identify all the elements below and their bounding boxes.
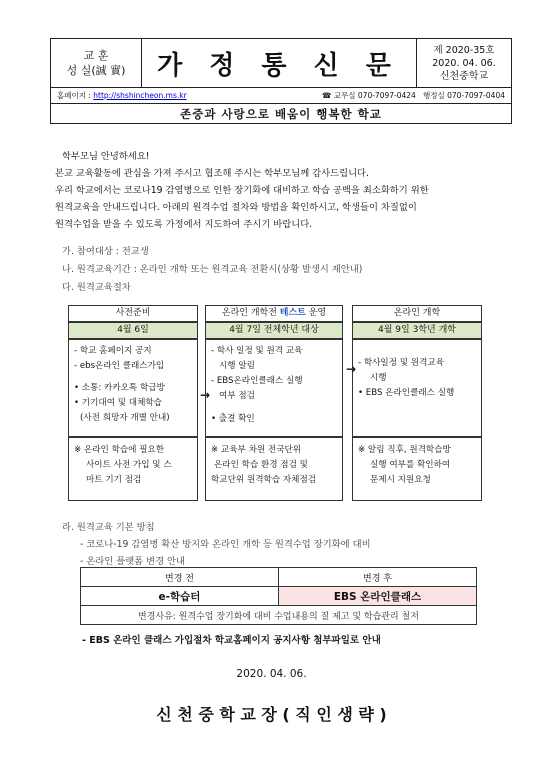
col3-body: - 학사일정 및 원격교육 시행 • EBS 온라인클래스 실행 bbox=[352, 339, 482, 437]
col2-note: ※ 교육부 차원 전국단위 온라인 학습 환경 점검 및 학교단위 원격학습 자체점검 bbox=[205, 437, 343, 501]
before-value: e-학습터 bbox=[81, 587, 279, 606]
issue-date: 2020. 04. 06. bbox=[432, 57, 496, 69]
before-header: 변경 전 bbox=[81, 568, 279, 587]
col1-line: - ebs온라인 클래스가입 bbox=[74, 361, 165, 371]
col3-date: 4월 9일 3학년 개학 bbox=[352, 322, 482, 339]
col3-title: 온라인 개학 bbox=[352, 305, 482, 322]
ebs-notice: - EBS 온라인 클래스 가입절차 학교홈페이지 공지사항 첨부파일로 안내 bbox=[82, 635, 381, 646]
col2-title: 온라인 개학전 테스트 운영 bbox=[205, 305, 343, 322]
col1-body bbox=[68, 339, 198, 437]
greeting: 학부모님 안녕하세요! bbox=[62, 151, 150, 162]
policy-line: - 온라인 플랫폼 변경 안내 bbox=[80, 556, 185, 567]
col1-note: ※ 온라인 학습에 필요한 사이트 사전 가입 및 스 마트 기기 점검 bbox=[68, 437, 198, 501]
principal-signature: 신 천 중 학 교 장 ( 직 인 생 략 ) bbox=[156, 705, 387, 724]
col1-title: 사전준비 bbox=[68, 305, 198, 322]
table-row bbox=[81, 606, 477, 625]
paragraph-line: 본교 교육활동에 관심을 가져 주시고 협조해 주시는 학부모님께 감사드립니다. bbox=[55, 168, 369, 179]
motto-value: 성 실(誠 實) bbox=[66, 64, 126, 77]
change-reason: 변경사유: 원격수업 장기화에 대비 수업내용의 질 제고 및 학습관리 철저 bbox=[81, 606, 477, 625]
table-row bbox=[81, 568, 477, 587]
homepage-link[interactable]: http://shshincheon.ms.kr bbox=[93, 91, 187, 100]
after-value: EBS 온라인클래스 bbox=[279, 587, 477, 606]
table-row bbox=[81, 587, 477, 606]
paragraph-line: 우리 학교에서는 코로나19 감염병으로 인한 장기화에 대비하고 학습 공백을 최소화하기 위한 bbox=[55, 185, 429, 196]
homepage-label: 홈페이지 : bbox=[57, 91, 91, 100]
header-box bbox=[50, 38, 512, 88]
issue-number: 제 2020-35호 bbox=[433, 44, 495, 56]
contact-bar bbox=[50, 88, 512, 104]
motto-cell bbox=[51, 39, 142, 87]
school-name: 신천중학교 bbox=[439, 70, 489, 82]
col3-note: ※ 알림 직후, 원격학습방 실행 여부를 확인하여 문제시 지원요청 bbox=[352, 437, 482, 501]
policy-line: - 코로나-19 감염병 확산 방지와 온라인 개학 등 원격수업 장기화에 대비 bbox=[80, 539, 371, 550]
arrow-right-icon: → bbox=[346, 362, 357, 376]
test-highlight: 테스트 bbox=[279, 308, 306, 318]
document-title: 가 정 통 신 문 bbox=[141, 39, 417, 87]
issue-cell bbox=[416, 39, 512, 87]
col1-line: (사전 희망자 개별 안내) bbox=[80, 413, 170, 423]
col1-line: • 소통: 카카오톡 학급방 bbox=[74, 383, 165, 393]
col1-line: • 기기대여 및 대체학습 bbox=[74, 398, 162, 408]
col2-body: - 학사 일정 및 원격 교육 시행 알림 - EBS온라인클래스 실행 여부 점검 • 출결 확인 bbox=[205, 339, 343, 437]
item-period: 나. 원격교육기간 : 온라인 개학 또는 원격교육 전환시(상황 발생시 재안내) bbox=[62, 264, 363, 275]
paragraph-line: 원격교육을 안내드립니다. 아래의 원격수업 절차와 방법을 확인하시고, 학생들이 차질없이 bbox=[55, 202, 417, 213]
school-slogan: 존중과 사랑으로 배움이 행복한 학교 bbox=[50, 104, 512, 124]
col2-date: 4월 7일 전체학년 대상 bbox=[205, 322, 343, 339]
signoff-date: 2020. 04. 06. bbox=[236, 668, 307, 680]
phone-icon: ☎ bbox=[322, 91, 332, 100]
platform-change-table bbox=[80, 567, 477, 625]
motto-label: 교 훈 bbox=[83, 49, 109, 62]
admin-phone: 행정실 070-7097-0404 bbox=[422, 91, 505, 100]
item-procedure: 다. 원격교육절차 bbox=[62, 282, 131, 293]
after-header: 변경 후 bbox=[279, 568, 477, 587]
col1-date: 4월 6일 bbox=[68, 322, 198, 339]
arrow-right-icon: → bbox=[200, 388, 211, 402]
item-target: 가. 참여대상 : 전교생 bbox=[62, 246, 149, 257]
policy-heading: 라. 원격교육 기본 방침 bbox=[62, 522, 155, 533]
office-phone: 교무실 070-7097-0424 bbox=[333, 91, 416, 100]
paragraph-line: 원격수업을 받을 수 있도록 가정에서 지도하여 주시기 바랍니다. bbox=[55, 219, 313, 230]
col1-line: - 학교 홈페이지 공지 bbox=[74, 346, 152, 356]
